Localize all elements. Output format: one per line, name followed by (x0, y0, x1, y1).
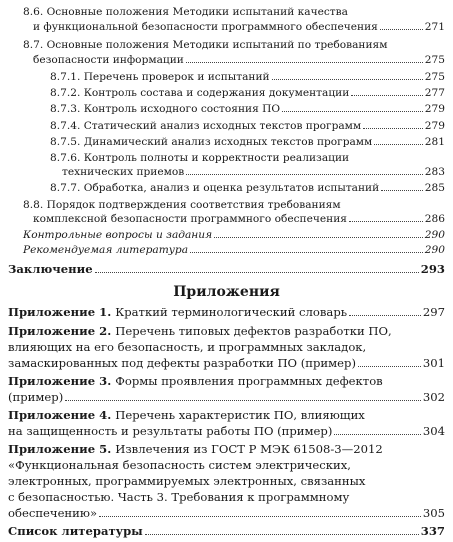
toc-entry-8-7-6 (0, 152, 445, 165)
leader-dots (380, 28, 423, 30)
leader-dots (65, 399, 421, 401)
toc-page-number: 275 (424, 71, 445, 83)
leader-dots (349, 314, 421, 316)
appendix-text: Извлечения из ГОСТ Р МЭК 61508-3—2012 (115, 442, 383, 456)
leader-dots (186, 61, 423, 63)
toc-text: 8.8. Порядок подтверждения соответствия требованиям (23, 199, 341, 211)
leader-dots (381, 189, 423, 191)
toc-page-number: 290 (424, 229, 445, 241)
toc-page-number: 293 (420, 262, 445, 276)
toc-page-number: 281 (424, 136, 445, 148)
appendix-text: Перечень типовых дефектов разработки ПО, (115, 324, 392, 338)
leader-dots (95, 271, 419, 273)
toc-entry-8-6 (0, 6, 445, 19)
appendix-4 (0, 408, 445, 422)
leader-dots (145, 533, 419, 535)
appendix-5-line-3 (0, 474, 445, 488)
toc-text: Рекомендуемая литература (23, 244, 189, 256)
appendix-text: Краткий терминологический словарь (115, 305, 348, 319)
leader-dots (358, 365, 421, 367)
appendix-text: (пример) (8, 390, 64, 404)
toc-text: 8.7.3. Контроль исходного состояния ПО (50, 103, 281, 115)
toc-entry-8-7-3 (0, 103, 445, 116)
toc-entry-8-7-cont (0, 54, 445, 67)
appendix-text: «Функциональная безопасность систем электрических, (8, 458, 351, 472)
toc-text: 8.7.5. Динамический анализ исходных текстов программ (50, 136, 373, 148)
toc-text: Контрольные вопросы и задания (23, 229, 213, 241)
appendix-label: Приложение 2. (8, 324, 112, 338)
toc-page-number: 286 (424, 213, 445, 225)
toc-text: Заключение (8, 262, 93, 276)
toc-page-number: 290 (424, 244, 445, 256)
toc-text: 8.7.7. Обработка, анализ и оценка результатов испытаний (50, 182, 380, 194)
toc-page-number: 305 (422, 506, 445, 520)
toc-text: комплексной безопасности программного обеспечения (33, 213, 347, 225)
appendix-text: обеспечению» (8, 506, 98, 520)
toc-text: 8.6. Основные положения Методики испытаний качества (23, 6, 348, 18)
toc-entry-8-7-1 (0, 71, 445, 84)
appendix-3 (0, 374, 445, 388)
toc-text: Список литературы (8, 524, 143, 538)
appendix-label: Приложение 3. (8, 374, 112, 388)
toc-text: и функциональной безопасности программного обеспечения (33, 21, 378, 33)
toc-entry-8-7-2 (0, 87, 445, 100)
appendix-2-line-2 (0, 340, 445, 354)
toc-entry-literature (0, 244, 445, 257)
appendix-text: с безопасностью. Часть 3. Требования к программному (8, 490, 350, 504)
toc-page-number: 285 (424, 182, 445, 194)
leader-dots (334, 433, 421, 435)
leader-dots (363, 127, 423, 129)
toc-page-number: 297 (422, 305, 445, 319)
toc-page-number: 279 (424, 103, 445, 115)
toc-text: 8.7.1. Перечень проверок и испытаний (50, 71, 270, 83)
toc-page-number: 279 (424, 120, 445, 132)
toc-entry-8-7-7 (0, 182, 445, 195)
toc-entry-8-8-cont (0, 213, 445, 226)
toc-text: 8.7.4. Статический анализ исходных текстов программ (50, 120, 362, 132)
toc-entry-8-8 (0, 199, 445, 212)
leader-dots (272, 78, 423, 80)
appendix-3-line-2 (0, 390, 445, 404)
toc-page-number: 304 (422, 424, 445, 438)
leader-dots (99, 515, 421, 517)
toc-entry-8-6-cont (0, 21, 445, 34)
toc-entry-questions (0, 229, 445, 242)
leader-dots (186, 173, 423, 175)
leader-dots (349, 220, 423, 222)
toc-entry-8-7-5 (0, 136, 445, 149)
toc-entry-8-7-4 (0, 120, 445, 133)
appendix-5 (0, 442, 445, 456)
appendix-4-line-2 (0, 424, 445, 438)
toc-text: технических приемов (62, 166, 185, 178)
toc-entry-8-7-6-cont (0, 166, 445, 179)
leader-dots (351, 94, 423, 96)
toc-text: 8.7. Основные положения Методики испытаний по требованиям (23, 39, 388, 51)
appendix-text: электронных, программируемых электронных, связанных (8, 474, 366, 488)
toc-entry-conclusion (0, 262, 445, 276)
leader-dots (374, 143, 422, 145)
toc-page-number: 283 (424, 166, 445, 178)
appendix-2 (0, 324, 445, 338)
appendices-heading: Приложения (173, 284, 280, 300)
appendix-5-line-4 (0, 490, 445, 504)
toc-text: 8.7.2. Контроль состава и содержания документации (50, 87, 350, 99)
toc-page-number: 271 (424, 21, 445, 33)
toc-page-number: 337 (420, 524, 445, 538)
appendix-5-line-5 (0, 506, 445, 520)
appendix-text: замаскированных под дефекты разработки ПО (пример) (8, 356, 356, 370)
appendix-label: Приложение 5. (8, 442, 112, 456)
toc-page-number: 301 (422, 356, 445, 370)
appendix-2-line-3 (0, 356, 445, 370)
appendix-text: Формы проявления программных дефектов (115, 374, 383, 388)
leader-dots (214, 236, 423, 238)
toc-text: безопасности информации (33, 54, 184, 66)
appendix-text: на защищенность и результаты работы ПО (пример) (8, 424, 333, 438)
leader-dots (282, 110, 423, 112)
appendix-label: Приложение 4. (8, 408, 112, 422)
toc-entry-references (0, 524, 445, 538)
toc-page-number: 302 (422, 390, 445, 404)
toc-page-number: 275 (424, 54, 445, 66)
appendix-text: влияющих на его безопасность, и программных закладок, (8, 340, 367, 354)
toc-page-number: 277 (424, 87, 445, 99)
toc-entry-8-7 (0, 39, 445, 52)
leader-dots (190, 251, 423, 253)
appendix-1 (0, 305, 445, 319)
appendix-5-line-2 (0, 458, 445, 472)
appendix-label: Приложение 1. (8, 305, 112, 319)
appendix-text: Перечень характеристик ПО, влияющих (115, 408, 365, 422)
toc-text: 8.7.6. Контроль полноты и корректности реализации (50, 152, 350, 164)
